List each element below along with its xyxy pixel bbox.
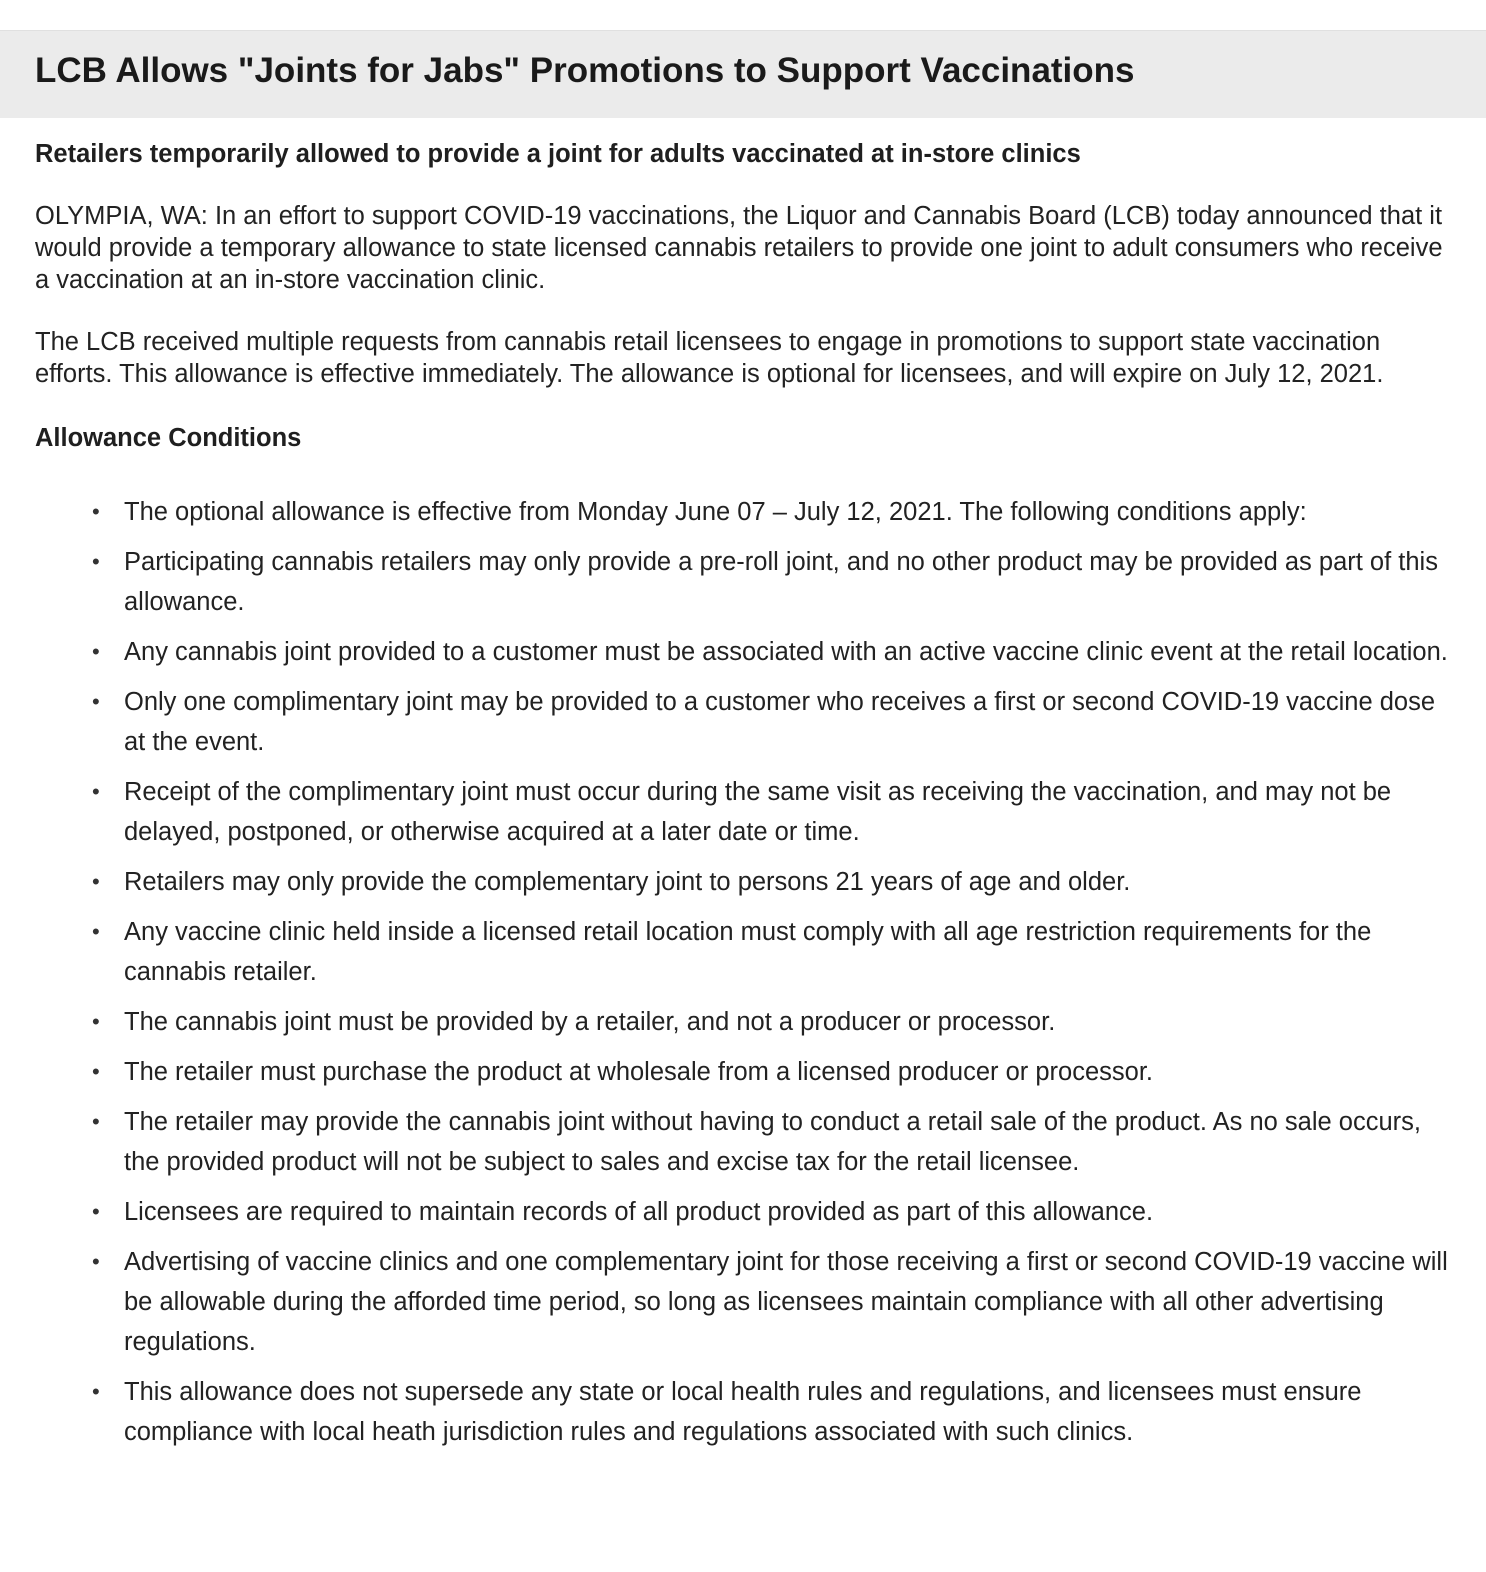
- bullet-icon: •: [92, 919, 100, 944]
- bullet-icon: •: [92, 689, 100, 714]
- list-item: [92, 1052, 1455, 1092]
- requests-paragraph: The LCB received multiple requests from cannabis retail licensees to engage in promotions to support state vaccination efforts. This allowance is effective immediately. The allowance is optional for licensees, and will expire on July 12, 2021.: [35, 328, 1384, 388]
- list-item-text: The cannabis joint must be provided by a retailer, and not a producer or processor.: [124, 1008, 1056, 1036]
- article-subheading: Retailers temporarily allowed to provide a joint for adults vaccinated at in-store clinics: [35, 140, 1081, 168]
- list-item: [92, 682, 1455, 762]
- list-item-text: Any cannabis joint provided to a customer must be associated with an active vaccine clinic event at the retail location.: [124, 638, 1448, 666]
- list-item-text: The optional allowance is effective from Monday June 07 – July 12, 2021. The following conditions apply:: [124, 498, 1307, 526]
- list-item: [92, 1242, 1455, 1362]
- bullet-icon: •: [92, 1009, 100, 1034]
- list-item-text: Licensees are required to maintain records of all product provided as part of this allowance.: [124, 1198, 1154, 1226]
- title-bar: [0, 30, 1486, 118]
- bullet-icon: •: [92, 499, 100, 524]
- bullet-icon: •: [92, 1199, 100, 1224]
- page-title: LCB Allows "Joints for Jabs" Promotions to Support Vaccinations: [35, 51, 1135, 90]
- list-item: [92, 1372, 1455, 1452]
- article-body: [35, 136, 1455, 1462]
- list-item-text: Any vaccine clinic held inside a licensed retail location must comply with all age restriction requirements for the cannabis retailer.: [124, 918, 1372, 986]
- bullet-icon: •: [92, 779, 100, 804]
- list-item: [92, 1192, 1455, 1232]
- list-item: [92, 1102, 1455, 1182]
- list-item: [92, 772, 1455, 852]
- list-item: [92, 862, 1455, 902]
- list-item-text: This allowance does not supersede any state or local health rules and regulations, and licensees must ensure compliance with local heath jurisdiction rules and regulations associated with such clinics.: [124, 1378, 1362, 1446]
- list-item-text: The retailer must purchase the product at wholesale from a licensed producer or processor.: [124, 1058, 1154, 1086]
- list-item-text: Retailers may only provide the complementary joint to persons 21 years of age and older.: [124, 868, 1131, 896]
- list-item: [92, 542, 1455, 622]
- bullet-icon: •: [92, 869, 100, 894]
- list-item-text: Only one complimentary joint may be provided to a customer who receives a first or second COVID-19 vaccine dose at the event.: [124, 688, 1436, 756]
- list-item: [92, 632, 1455, 672]
- conditions-list: [35, 492, 1455, 1452]
- list-item-text: Receipt of the complimentary joint must occur during the same visit as receiving the vaccination, and may not be delayed, postponed, or otherwise acquired at a later date or time.: [124, 778, 1392, 846]
- list-item: [92, 1002, 1455, 1042]
- list-item-text: Advertising of vaccine clinics and one complementary joint for those receiving a first or second COVID-19 vaccine will be allowable during the afforded time period, so long as licensees maintain compliance with all other advertising regulations.: [124, 1248, 1448, 1356]
- bullet-icon: •: [92, 1059, 100, 1084]
- list-item: [92, 912, 1455, 992]
- list-item: [92, 492, 1455, 532]
- bullet-icon: •: [92, 1109, 100, 1134]
- bullet-icon: •: [92, 639, 100, 664]
- bullet-icon: •: [92, 1249, 100, 1274]
- intro-paragraph: OLYMPIA, WA: In an effort to support COVID-19 vaccinations, the Liquor and Cannabis Board (LCB) today announced that it would provide a temporary allowance to state licensed cannabis retailers to provide one joint to adult consumers who receive a vaccination at an in-store vaccination clinic.: [35, 202, 1443, 294]
- list-item-text: The retailer may provide the cannabis joint without having to conduct a retail sale of the product. As no sale occurs, the provided product will not be subject to sales and excise tax for the retail licensee.: [124, 1108, 1421, 1176]
- list-item-text: Participating cannabis retailers may only provide a pre-roll joint, and no other product may be provided as part of this allowance.: [124, 548, 1438, 616]
- section-heading-allowance-conditions: Allowance Conditions: [35, 424, 302, 452]
- bullet-icon: •: [92, 1379, 100, 1404]
- bullet-icon: •: [92, 549, 100, 574]
